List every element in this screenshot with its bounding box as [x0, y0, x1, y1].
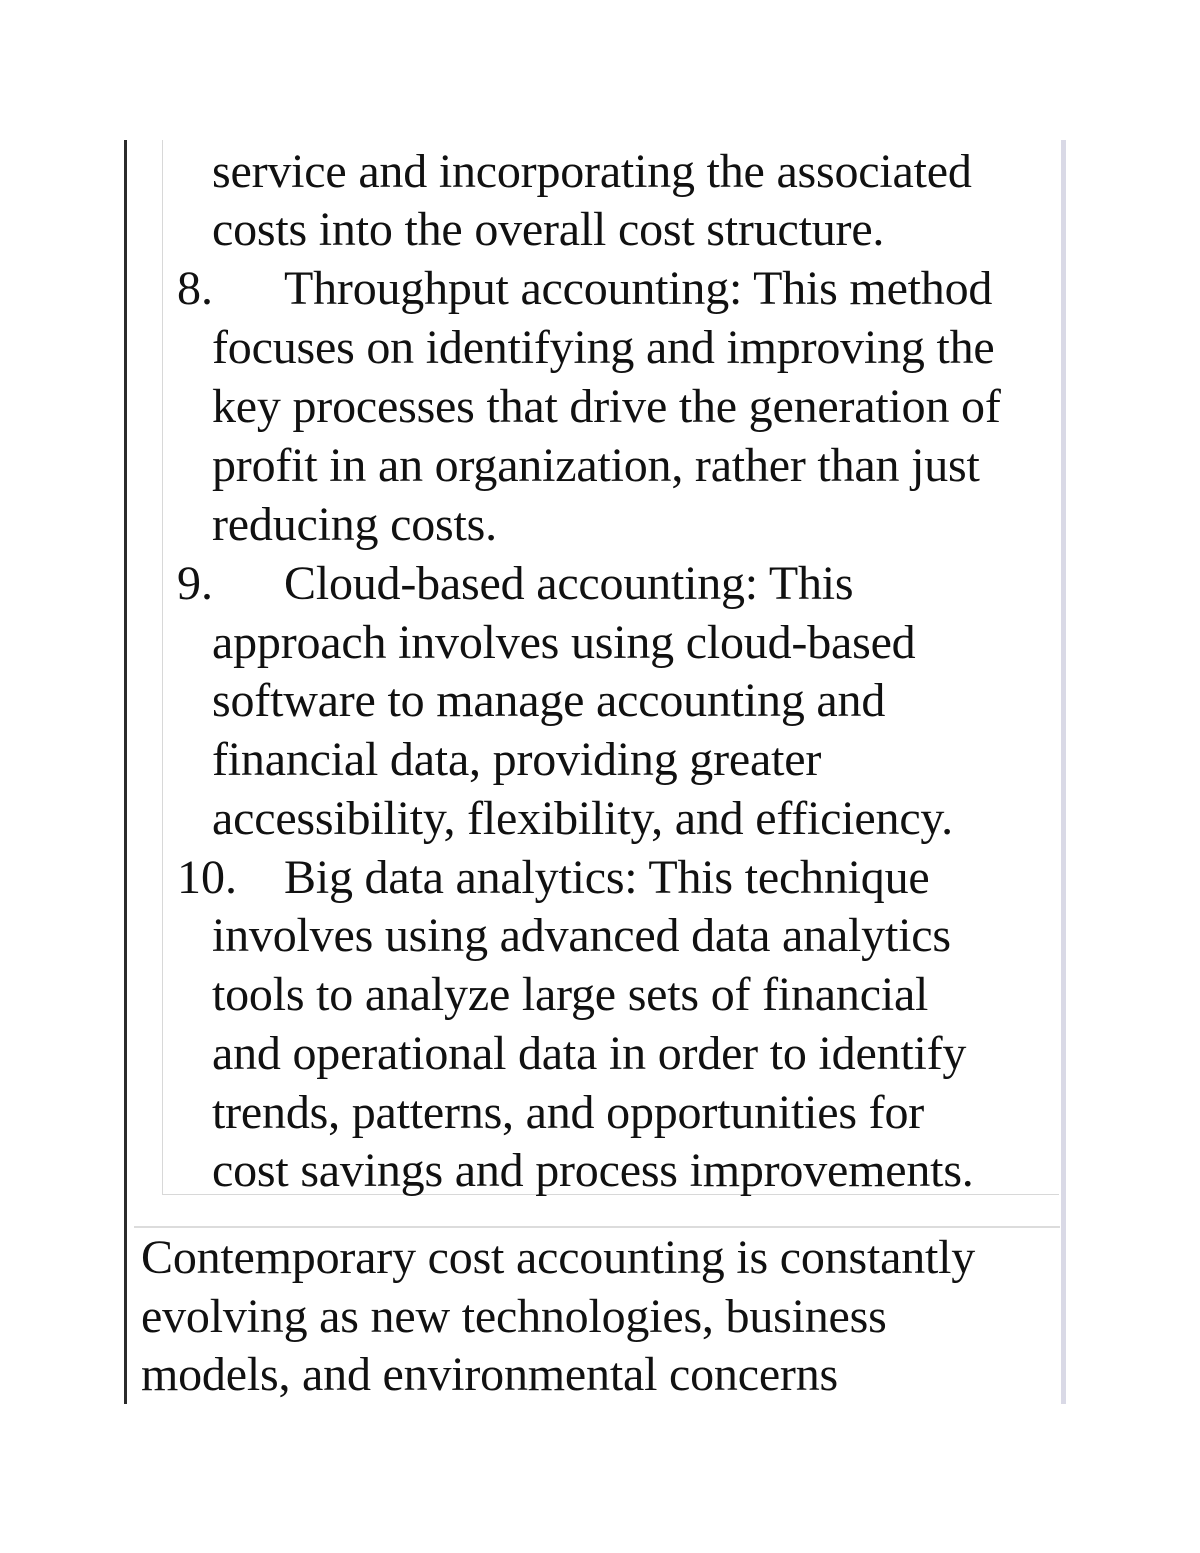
list-item-line: profit in an organization, rather than just	[212, 439, 980, 492]
list-item-number: 8.	[177, 262, 213, 315]
list-item-line: cost savings and process improvements.	[212, 1144, 974, 1197]
list-item-line: accessibility, flexibility, and efficiency.	[212, 792, 953, 845]
list-item-line: Big data analytics: This technique	[284, 851, 930, 904]
list-item-line: key processes that drive the generation of	[212, 380, 1001, 433]
list-item-line: focuses on identifying and improving the	[212, 321, 995, 374]
list-item-line: Throughput accounting: This method	[284, 262, 993, 315]
list-item-line: software to manage accounting and	[212, 674, 886, 727]
list-item-line: Cloud-based accounting: This	[284, 557, 854, 610]
list-item-number: 9.	[177, 557, 213, 610]
list-item-line: financial data, providing greater	[212, 733, 822, 786]
left-margin-rule	[124, 140, 127, 1404]
paragraph-line: Contemporary cost accounting is constantly	[141, 1231, 976, 1284]
list-item-line: and operational data in order to identify	[212, 1027, 967, 1080]
paragraph-line: models, and environmental concerns	[141, 1348, 838, 1401]
paragraph-line: evolving as new technologies, business	[141, 1290, 887, 1343]
right-margin-rule	[1061, 140, 1066, 1404]
list-item-line: approach involves using cloud-based	[212, 616, 916, 669]
list-item-number: 10.	[177, 851, 237, 904]
list-item-line: trends, patterns, and opportunities for	[212, 1086, 925, 1139]
list-item-line: tools to analyze large sets of financial	[212, 968, 929, 1021]
list-item-line: reducing costs.	[212, 498, 497, 551]
list-item-line: involves using advanced data analytics	[212, 909, 951, 962]
continuation-line: service and incorporating the associated	[212, 145, 972, 198]
continuation-line: costs into the overall cost structure.	[212, 203, 885, 256]
